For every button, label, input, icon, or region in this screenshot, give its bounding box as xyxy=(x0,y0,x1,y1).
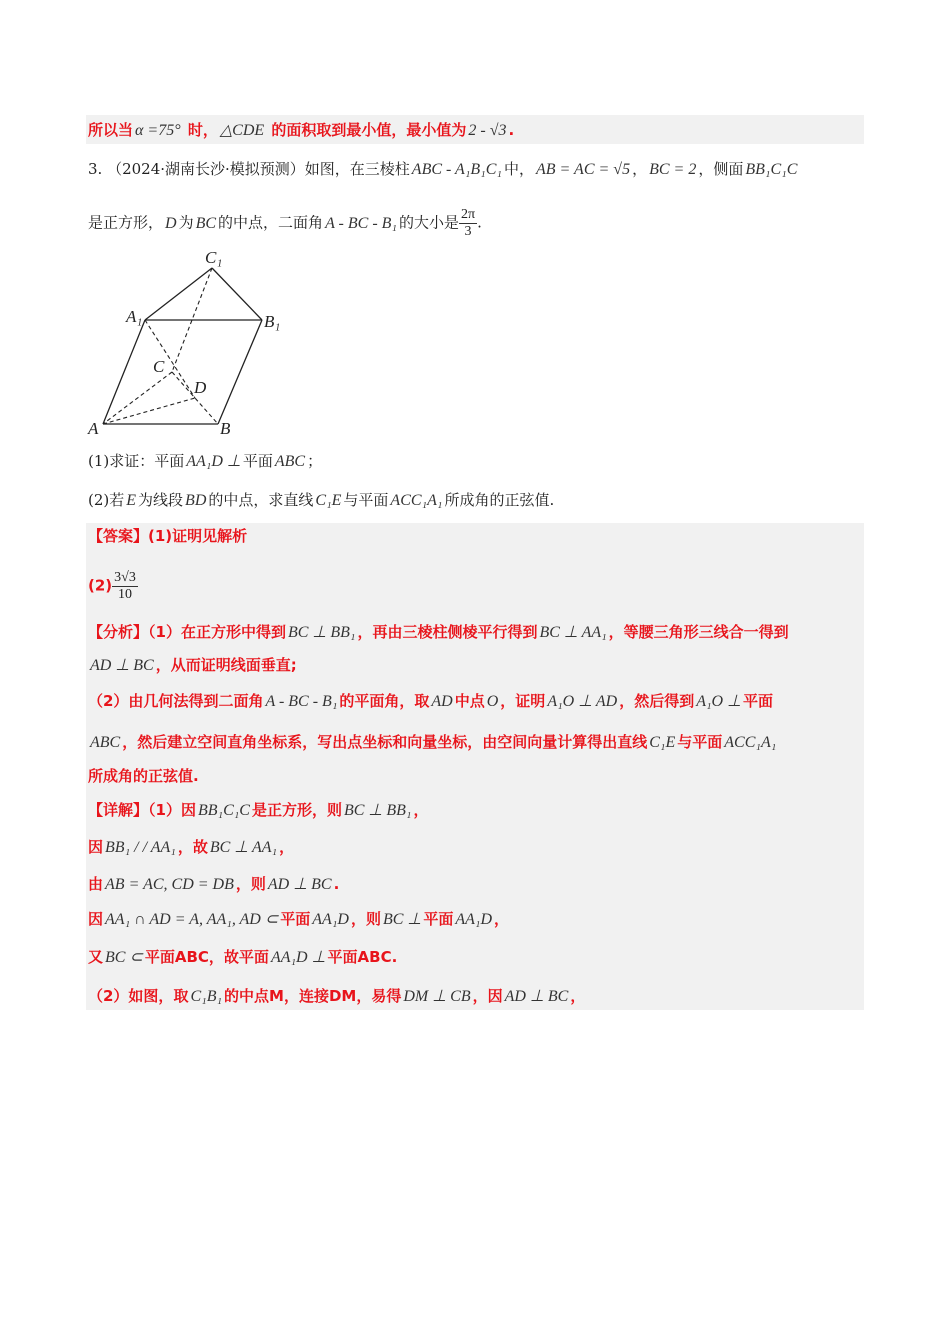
math-expression: ACC₁A₁ xyxy=(390,492,443,509)
text-segment: ，则 xyxy=(350,910,381,928)
text-segment: 平面 xyxy=(280,910,311,928)
text-segment: ， xyxy=(279,838,295,856)
fraction-denominator: 3 xyxy=(464,224,472,239)
text-segment: (2)若 xyxy=(88,491,125,509)
text-line xyxy=(88,159,799,180)
text-segment: 所以当 xyxy=(88,121,134,139)
text-segment: 又 xyxy=(88,948,104,966)
math-expression: AD ⊥ BC xyxy=(267,876,332,893)
text-line xyxy=(88,909,509,930)
text-segment: 是正方形， xyxy=(88,213,164,232)
math-expression: BC ⊥ xyxy=(382,911,422,928)
text-segment: ， xyxy=(632,160,648,178)
text-segment: 【答案】(1)证明见解析 xyxy=(88,527,248,545)
fraction-denominator: 10 xyxy=(118,587,132,602)
text-segment: ， xyxy=(570,987,586,1005)
text-segment: 的面积取到最小值，最小值为 xyxy=(266,121,467,139)
math-expression: E xyxy=(126,492,137,509)
text-segment: 是正方形，则 xyxy=(251,801,342,819)
text-segment: 时， xyxy=(182,121,218,139)
math-expression: AA₁D ⊥ xyxy=(186,453,241,470)
text-line xyxy=(88,732,778,753)
math-expression: AA₁D xyxy=(312,911,349,928)
text-segment: 平面ABC，故平面 xyxy=(144,948,269,966)
edge-a-a1 xyxy=(103,320,145,424)
label-b1: B₁ xyxy=(264,312,281,331)
text-segment: . xyxy=(477,213,482,232)
text-segment: 的中点M，连接DM，易得 xyxy=(224,987,402,1005)
text-segment: （2）如图，取 xyxy=(88,987,189,1005)
text-line xyxy=(88,622,789,643)
text-segment: . xyxy=(333,875,340,893)
math-expression: BC ⊥ BB₁ xyxy=(287,624,356,641)
math-expression: D xyxy=(165,214,177,232)
math-expression: AA₁ ∩ AD = A, AA₁, AD ⊂ xyxy=(105,911,279,928)
fraction-numerator: 3√3 xyxy=(114,570,136,585)
label-c: C xyxy=(153,357,165,376)
math-expression: ABC xyxy=(274,453,306,470)
text-segment: ，等腰三角形三线合一得到 xyxy=(608,623,789,641)
text-segment: 中点 xyxy=(454,692,485,710)
math-expression: A₁O ⊥ xyxy=(696,693,742,710)
text-segment: 平面 xyxy=(423,910,454,928)
label-a: A xyxy=(88,419,99,438)
text-line xyxy=(88,874,339,895)
fraction xyxy=(112,570,138,603)
math-expression: ABC - A₁B₁C₁ xyxy=(411,161,502,178)
text-line xyxy=(88,766,199,786)
text-segment: ， xyxy=(494,910,510,928)
text-line xyxy=(88,451,322,472)
text-segment: 平面 xyxy=(743,692,774,710)
math-expression: △CDE xyxy=(219,122,265,139)
prism-figure xyxy=(80,240,300,440)
text-segment: （2）由几何法得到二面角 xyxy=(88,692,264,710)
text-segment: ，侧面 xyxy=(698,160,744,178)
text-segment: 为线段 xyxy=(138,491,184,509)
math-expression: BC xyxy=(195,214,217,232)
math-expression: AB = AC = √5 xyxy=(535,161,631,178)
text-segment: 因 xyxy=(88,910,104,928)
text-segment: ，从而证明线面垂直; xyxy=(155,656,297,674)
text-line xyxy=(88,947,397,968)
text-line xyxy=(88,655,297,676)
fraction-numerator: 2π xyxy=(461,207,476,222)
math-expression: BC = 2 xyxy=(649,161,697,178)
math-expression: A - BC - B₁ xyxy=(325,214,397,232)
label-b: B xyxy=(220,419,231,438)
text-segment: 所成角的正弦值. xyxy=(88,767,199,785)
math-expression: A₁O ⊥ AD xyxy=(547,693,618,710)
label-d: D xyxy=(194,378,207,397)
math-expression: BC ⊥ BB₁ xyxy=(343,802,412,819)
text-segment: ，然后得到 xyxy=(619,692,695,710)
math-expression: BD xyxy=(185,492,207,509)
fraction xyxy=(459,207,477,240)
text-segment: 由 xyxy=(88,875,104,893)
edge-c1-b1 xyxy=(212,268,262,320)
text-segment: 的中点，二面角 xyxy=(218,213,324,232)
text-line xyxy=(88,800,429,821)
math-expression: AA₁D xyxy=(455,911,493,928)
text-line xyxy=(88,837,294,858)
text-segment: 的平面角，取 xyxy=(339,692,430,710)
text-segment: (1)求证：平面 xyxy=(88,452,185,470)
text-segment: (2) xyxy=(88,576,113,595)
text-segment: ，故 xyxy=(177,838,208,856)
edge-a1-c1 xyxy=(145,268,212,320)
math-expression: BB₁C₁C xyxy=(197,802,250,819)
text-segment: 的大小是 xyxy=(398,213,459,232)
text-line xyxy=(88,986,585,1007)
text-segment: 所成角的正弦值. xyxy=(444,491,555,509)
text-segment: 为 xyxy=(178,213,194,232)
math-expression: A - BC - B₁ xyxy=(265,693,338,710)
text-segment: 中， xyxy=(503,160,534,178)
math-expression: C₁E xyxy=(649,734,676,751)
text-segment: 3. （2024·湖南长沙·模拟预测）如图，在三棱柱 xyxy=(88,160,410,178)
text-segment: 【分析】（1）在正方形中得到 xyxy=(88,623,286,641)
text-line xyxy=(88,691,773,712)
math-expression: AD ⊥ BC xyxy=(90,657,154,674)
answer-box xyxy=(86,523,864,1010)
math-expression: 2 - √3 xyxy=(468,122,507,139)
text-segment: 的中点，求直线 xyxy=(208,491,314,509)
math-expression: BB₁C₁C xyxy=(745,161,798,178)
math-expression: C₁B₁ xyxy=(190,988,223,1005)
label-a1: A₁ xyxy=(126,307,143,326)
text-segment: . xyxy=(508,121,515,139)
text-line xyxy=(88,490,554,511)
text-segment: ， xyxy=(413,801,429,819)
text-segment: 平面 xyxy=(242,452,273,470)
edge-a-d xyxy=(103,398,195,424)
text-line xyxy=(88,120,514,141)
math-expression: ACC₁A₁ xyxy=(724,734,777,751)
text-line xyxy=(88,526,247,546)
text-segment: 平面ABC. xyxy=(327,948,398,966)
math-expression: BC ⊥ AA₁ xyxy=(539,624,607,641)
math-expression: AD xyxy=(431,693,453,710)
math-expression: O xyxy=(486,693,499,710)
text-segment: ，证明 xyxy=(500,692,546,710)
text-segment: 与平面 xyxy=(343,491,389,509)
text-line xyxy=(88,570,138,603)
text-segment: 【详解】（1）因 xyxy=(88,801,196,819)
text-segment: ，因 xyxy=(472,987,503,1005)
math-expression: AA₁D ⊥ xyxy=(270,949,326,966)
text-segment: 因 xyxy=(88,838,104,856)
math-expression: BC ⊥ AA₁ xyxy=(209,839,278,856)
text-segment: ； xyxy=(307,452,323,470)
text-segment: ，然后建立空间直角坐标系，写出点坐标和向量坐标，由空间向量计算得出直线 xyxy=(122,733,648,751)
text-segment: ，再由三棱柱侧棱平行得到 xyxy=(357,623,538,641)
edge-b-b1 xyxy=(218,320,262,424)
math-expression: BB₁ / / AA₁ xyxy=(105,839,176,856)
math-expression: AD ⊥ BC xyxy=(504,988,569,1005)
text-segment: ，则 xyxy=(235,875,266,893)
math-expression: α =75° xyxy=(135,122,181,139)
text-line xyxy=(88,207,482,240)
math-expression: AB = AC, CD = DB xyxy=(105,876,234,893)
math-expression: DM ⊥ CB xyxy=(403,988,471,1005)
math-expression: ABC xyxy=(90,734,121,751)
math-expression: BC ⊂ xyxy=(105,949,143,966)
label-c1: C₁ xyxy=(205,248,223,267)
text-segment: 与平面 xyxy=(677,733,723,751)
math-expression: C₁E xyxy=(315,492,342,509)
